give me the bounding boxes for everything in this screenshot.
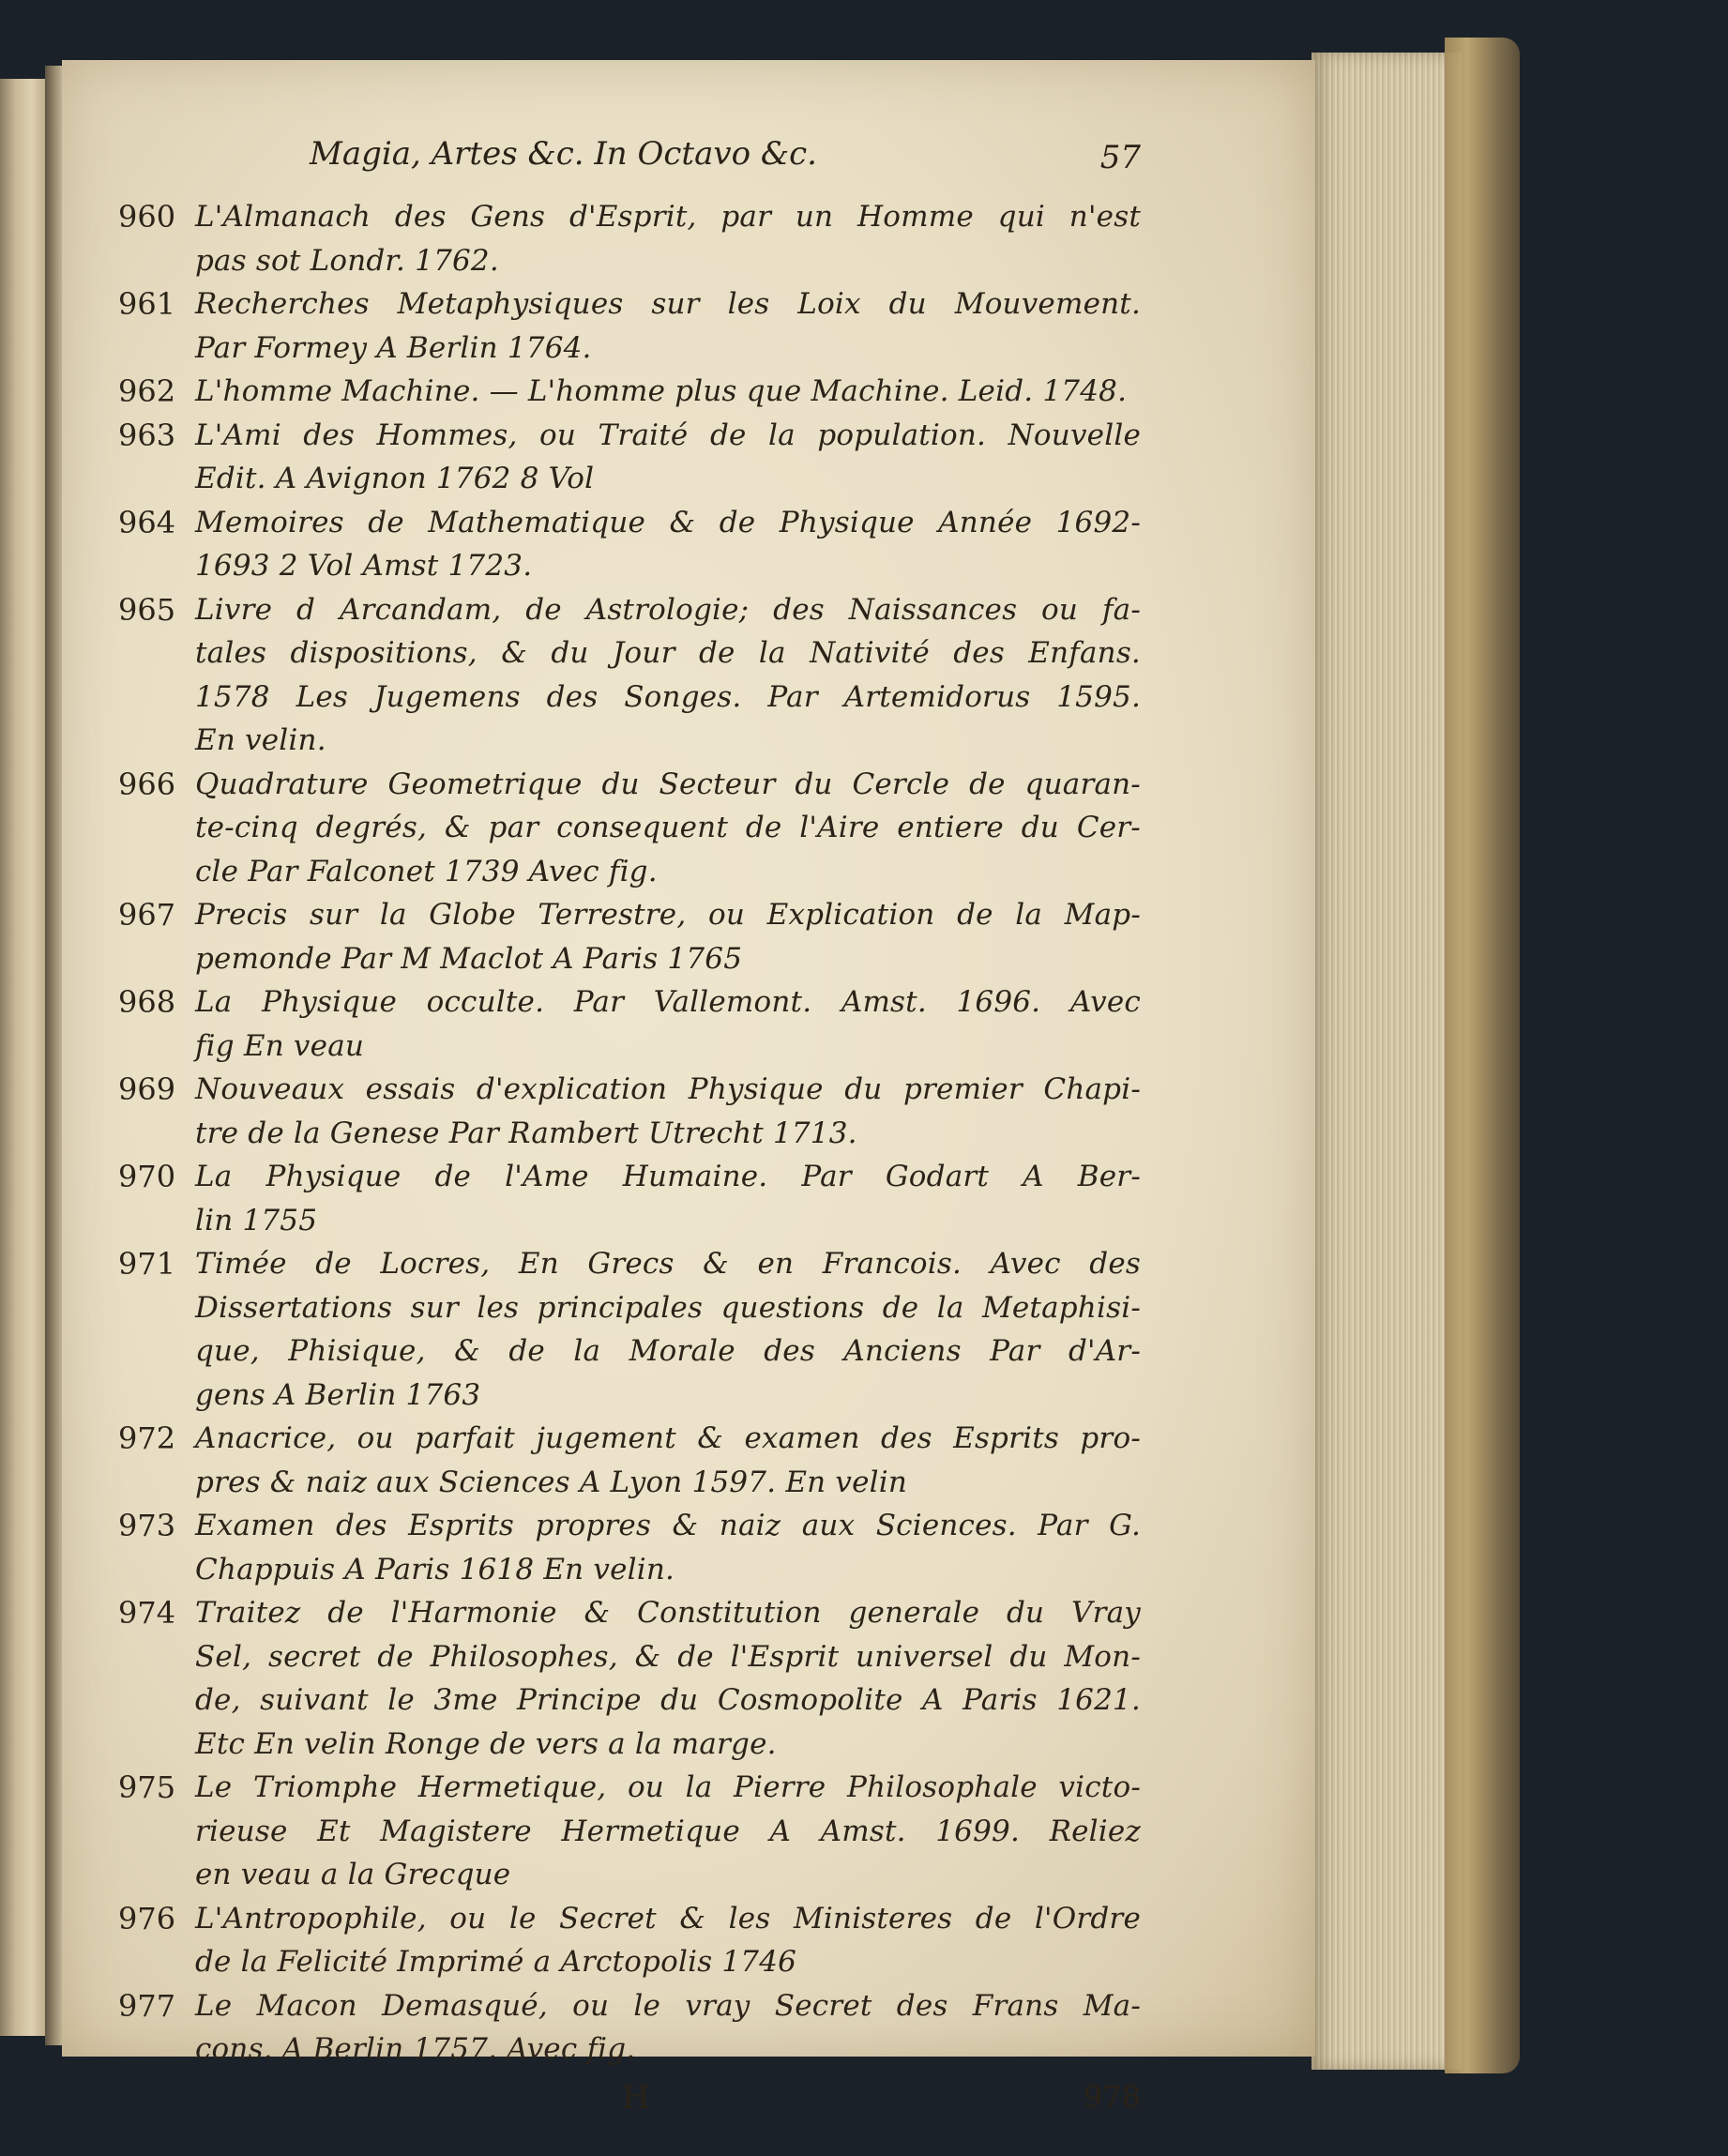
entry-line: L'Antropophile, ou le Secret & les Ministeres de l'Ordre — [195, 1901, 1141, 1936]
entry-number: 966 — [118, 766, 176, 802]
entry-line: Nouveaux essais d'explication Physique du premier Chapi- — [195, 1072, 1141, 1106]
entry-line: cons. A Berlin 1757. Avec fig. — [195, 2032, 636, 2066]
entry-line: Le Macon Demasqué, ou le vray Secret des Frans Ma- — [195, 1988, 1141, 2023]
entry-number: 968 — [118, 984, 176, 1020]
entry-number: 976 — [118, 1900, 176, 1936]
entry-number: 972 — [118, 1420, 176, 1456]
entry-line: Anacrice, ou parfait jugement & examen des Esprits pro- — [195, 1421, 1141, 1455]
entry-body — [195, 1766, 1141, 1897]
left-page-edge — [0, 79, 47, 2036]
catalogue-entry — [118, 1504, 1141, 1591]
entry-body — [195, 1068, 1141, 1155]
entry-line: Livre d Arcandam, de Astrologie; des Naissances ou fa- — [195, 592, 1141, 627]
catalogue-entry — [118, 1591, 1141, 1766]
entry-list — [118, 195, 1141, 2072]
entry-number: 975 — [118, 1769, 176, 1805]
entry-number: 974 — [118, 1595, 176, 1631]
entry-body — [195, 1242, 1141, 1417]
entry-line: que, Phisique, & de la Morale des Anciens Par d'Ar- — [195, 1334, 1141, 1368]
entry-body — [195, 763, 1141, 894]
entry-body — [195, 1897, 1141, 1984]
catalogue-entry — [118, 1417, 1141, 1504]
catalogue-entry — [118, 893, 1141, 980]
entry-line: Etc En velin Ronge de vers a la marge. — [195, 1726, 777, 1761]
entry-line: pemonde Par M Maclot A Paris 1765 — [195, 941, 743, 976]
catalogue-entry — [118, 588, 1141, 763]
entry-number: 964 — [118, 504, 176, 540]
entry-line: pres & naiz aux Sciences A Lyon 1597. En velin — [195, 1465, 908, 1499]
entry-number: 960 — [118, 199, 176, 235]
book-binding — [1445, 38, 1520, 2073]
entry-line: Chappuis A Paris 1618 En velin. — [195, 1552, 675, 1587]
signature-mark: H — [622, 2078, 650, 2117]
entry-body — [195, 1417, 1141, 1504]
entry-line: pas sot Londr. 1762. — [195, 243, 499, 278]
entry-number: 977 — [118, 1987, 176, 2024]
entry-body — [195, 282, 1141, 370]
catalogue-entry — [118, 501, 1141, 588]
entry-line: fig En veau — [195, 1028, 365, 1063]
entry-body — [195, 370, 1141, 414]
entry-number: 961 — [118, 286, 176, 322]
catalogue-entry — [118, 370, 1141, 414]
entry-body — [195, 588, 1141, 763]
catalogue-entry — [118, 414, 1141, 501]
page-number: 57 — [1099, 139, 1141, 176]
entry-line: Timée de Locres, En Grecs & en Francois. Avec des — [195, 1247, 1141, 1281]
entry-line: Quadrature Geometrique du Secteur du Cercle de quaran- — [195, 767, 1141, 801]
catalogue-entry — [118, 1068, 1141, 1155]
page-footer — [118, 2079, 1141, 2135]
entry-line: Examen des Esprits propres & naiz aux Sciences. Par G. — [195, 1509, 1141, 1542]
entry-line: de, suivant le 3me Principe du Cosmopolite A Paris 1621. — [195, 1683, 1141, 1717]
catalogue-entry — [118, 282, 1141, 370]
catalogue-text — [118, 135, 1141, 2135]
entry-line: 1693 2 Vol Amst 1723. — [195, 549, 533, 583]
entry-number: 965 — [118, 591, 176, 628]
entry-line: tre de la Genese Par Rambert Utrecht 1713. — [195, 1116, 857, 1150]
entry-number: 971 — [118, 1246, 176, 1282]
catalogue-entry — [118, 980, 1141, 1068]
catalogue-entry — [118, 763, 1141, 894]
entry-line: lin 1755 — [195, 1203, 318, 1237]
entry-body — [195, 1591, 1141, 1766]
entry-line: rieuse Et Magistere Hermetique A Amst. 1699. Reliez — [195, 1814, 1141, 1848]
entry-line: en veau a la Grecque — [195, 1858, 511, 1891]
entry-number: 963 — [118, 417, 176, 453]
entry-line: La Physique occulte. Par Vallemont. Amst. 1696. Avec — [195, 985, 1141, 1019]
entry-number: 962 — [118, 373, 176, 409]
entry-body — [195, 893, 1141, 980]
entry-line: cle Par Falconet 1739 Avec fig. — [195, 854, 658, 888]
catalogue-entry — [118, 1242, 1141, 1417]
entry-body — [195, 980, 1141, 1068]
entry-line: L'Almanach des Gens d'Esprit, par un Homme qui n'est — [195, 200, 1141, 234]
entry-line: de la Felicité Imprimé a Arctopolis 1746 — [195, 1945, 797, 1979]
entry-line: gens A Berlin 1763 — [195, 1377, 481, 1412]
catalogue-entry — [118, 1984, 1141, 2072]
entry-line: Par Formey A Berlin 1764. — [195, 330, 592, 365]
entry-number: 967 — [118, 897, 176, 933]
entry-line: Edit. A Avignon 1762 8 Vol — [195, 462, 595, 495]
entry-line: Traitez de l'Harmonie & Constitution generale du Vray — [195, 1596, 1141, 1630]
entry-body — [195, 414, 1141, 501]
entry-number: 970 — [118, 1159, 176, 1194]
entry-number: 973 — [118, 1508, 176, 1543]
entry-line: La Physique de l'Ame Humaine. Par Godart A Ber- — [195, 1160, 1141, 1193]
running-head: Magia, Artes &c. In Octavo &c. — [310, 135, 817, 173]
entry-line: 1578 Les Jugemens des Songes. Par Artemidorus 1595. — [195, 679, 1141, 714]
entry-line: Le Triomphe Hermetique, ou la Pierre Philosophale victo- — [195, 1770, 1141, 1804]
catchword: 978 — [1083, 2078, 1141, 2115]
page-block-edges — [1311, 53, 1462, 2070]
entry-line: Sel, secret de Philosophes, & de l'Esprit universel du Mon- — [195, 1639, 1141, 1674]
entry-body — [195, 501, 1141, 588]
entry-body — [195, 1984, 1141, 2072]
entry-body — [195, 1504, 1141, 1591]
entry-number: 969 — [118, 1071, 176, 1107]
entry-line: Recherches Metaphysiques sur les Loix du Mouvement. — [195, 287, 1141, 321]
catalogue-entry — [118, 1897, 1141, 1984]
entry-body — [195, 195, 1141, 282]
page-header — [118, 135, 1141, 195]
catalogue-entry — [118, 195, 1141, 282]
entry-line: te-cinq degrés, & par consequent de l'Aire entiere du Cer- — [195, 811, 1141, 844]
catalogue-entry — [118, 1155, 1141, 1242]
entry-line: tales dispositions, & du Jour de la Nativité des Enfans. — [195, 636, 1141, 670]
catalogue-entry — [118, 1766, 1141, 1897]
book-gutter — [45, 66, 64, 2045]
entry-line: En velin. — [195, 723, 326, 757]
entry-line: L'Ami des Hommes, ou Traité de la population. Nouvelle — [195, 418, 1141, 452]
entry-line: Precis sur la Globe Terrestre, ou Explication de la Map- — [195, 898, 1141, 932]
entry-line: Memoires de Mathematique & de Physique Année 1692- — [195, 505, 1141, 539]
entry-line: Dissertations sur les principales questions de la Metaphisi- — [195, 1290, 1141, 1325]
entry-line: L'homme Machine. — L'homme plus que Machine. Leid. 1748. — [195, 374, 1128, 408]
entry-body — [195, 1155, 1141, 1242]
